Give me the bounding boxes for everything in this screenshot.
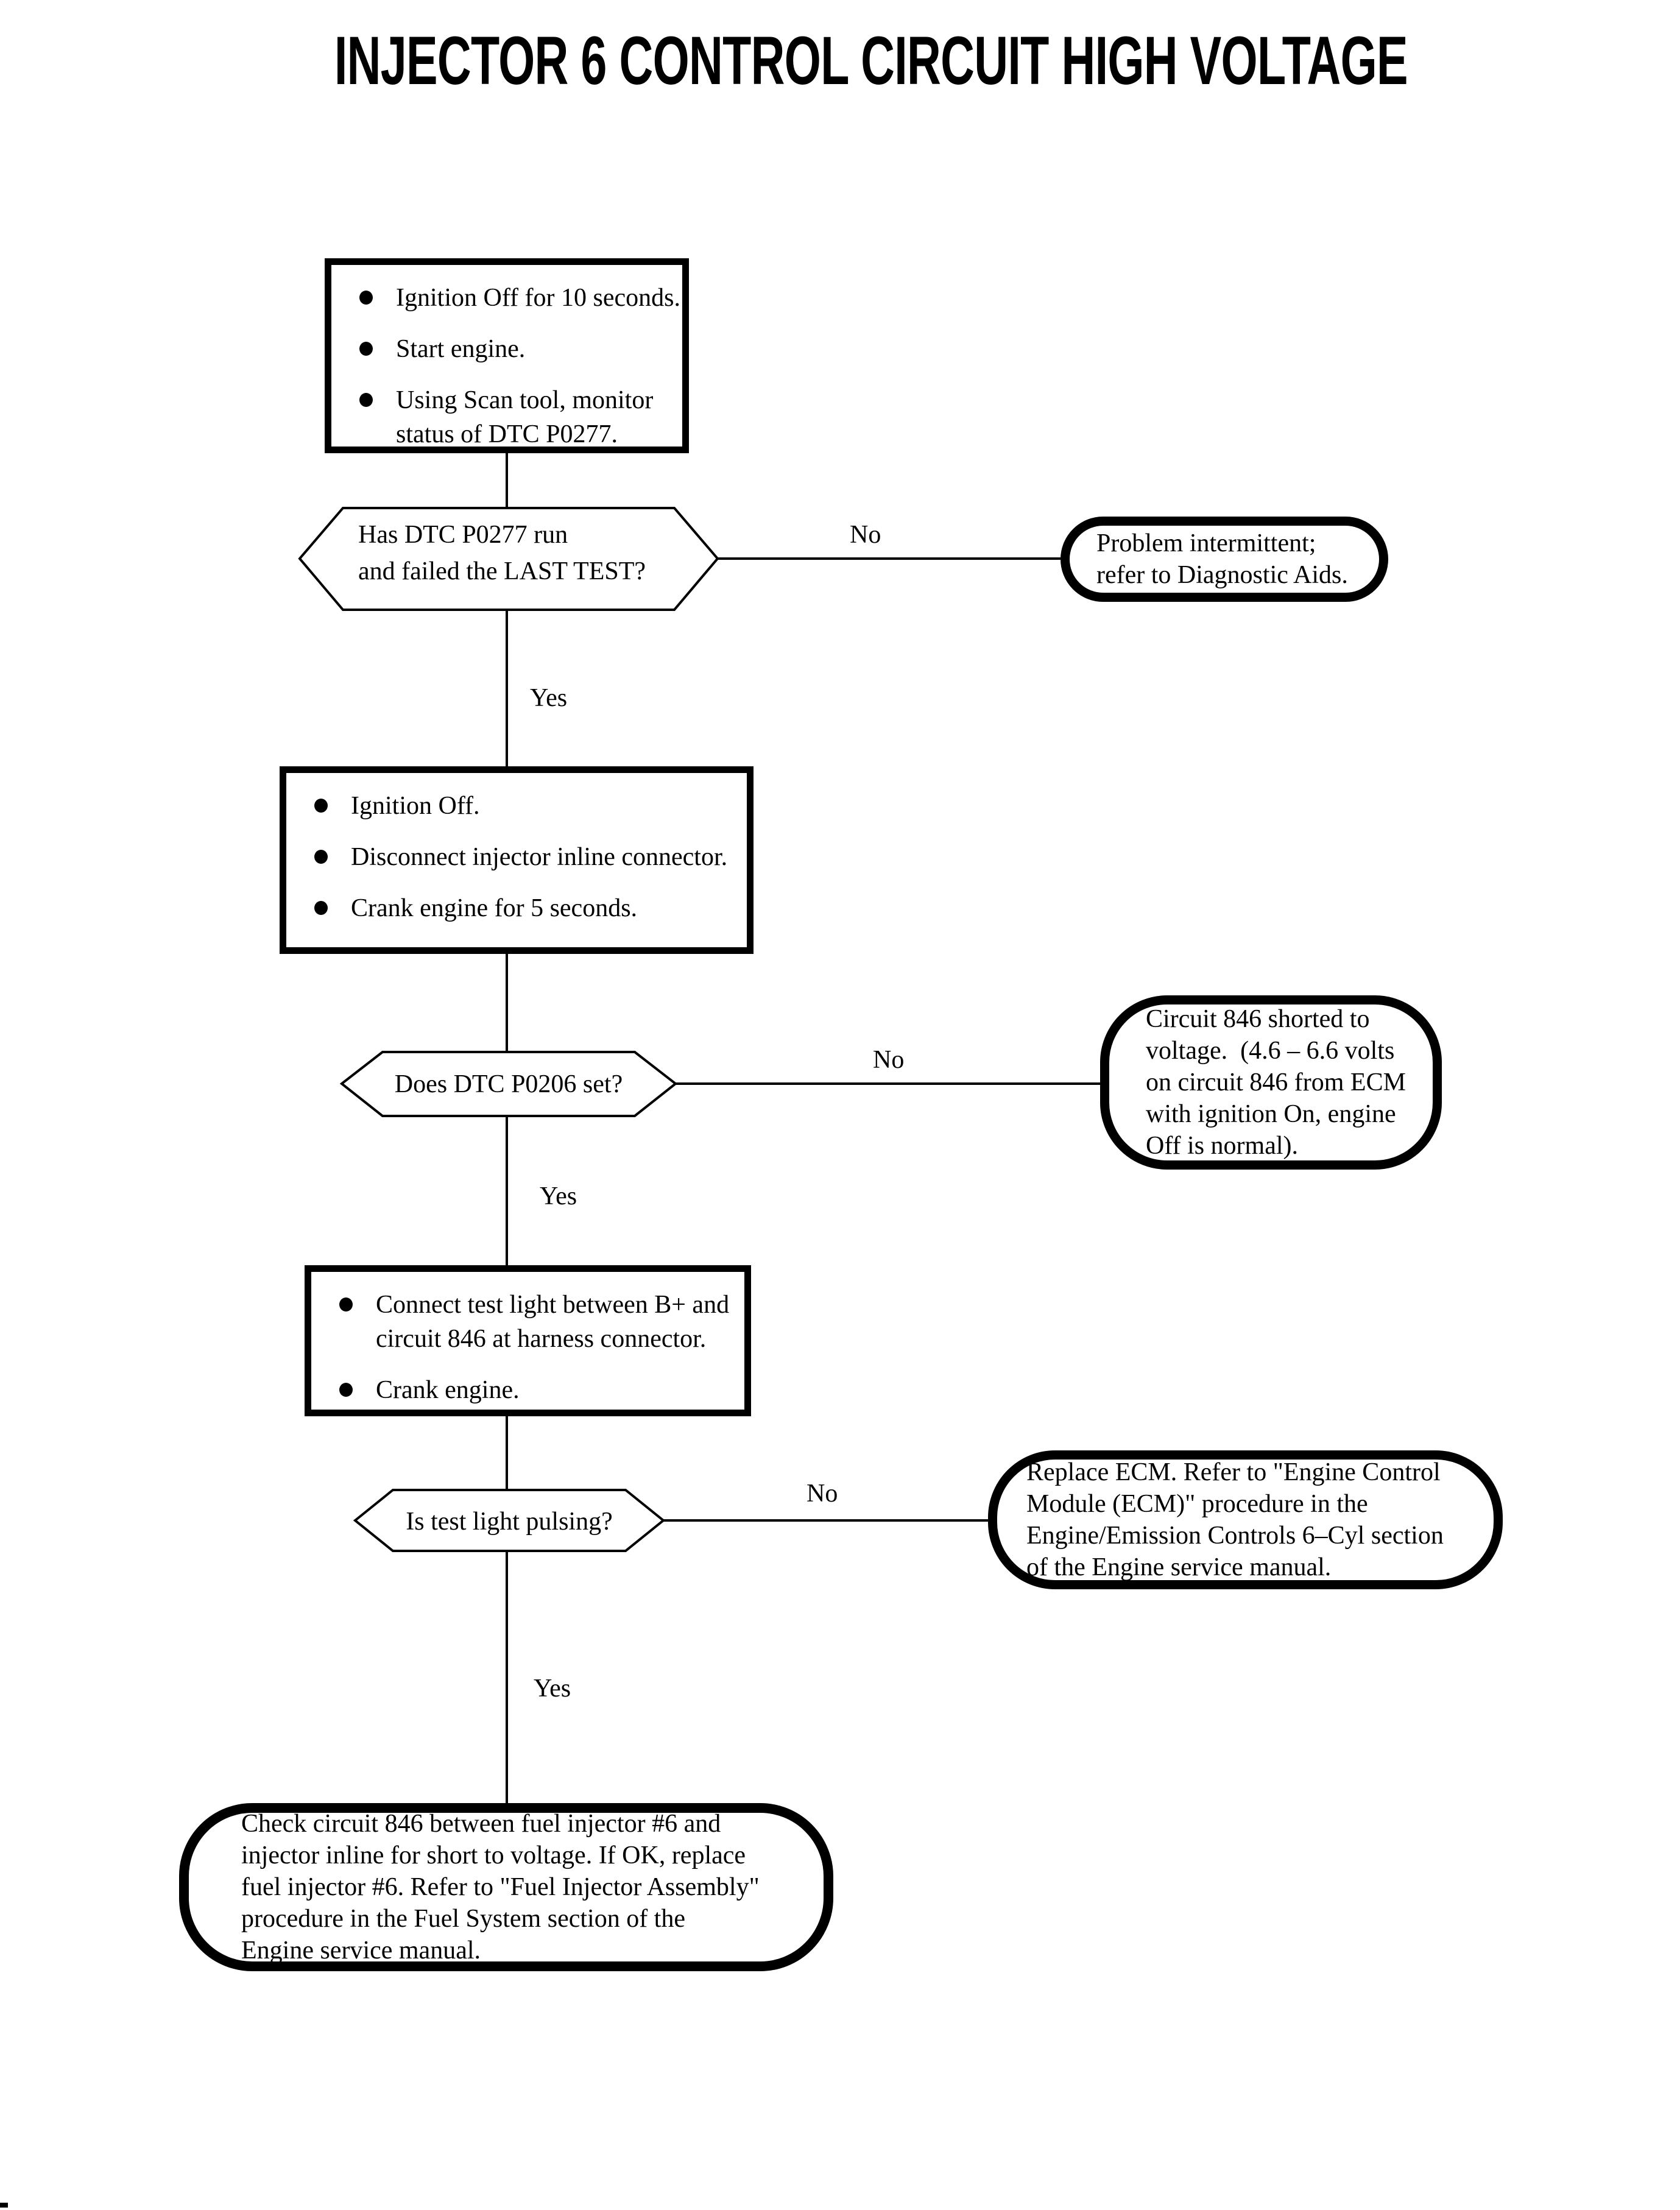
text-line: status of DTC P0277.: [396, 420, 618, 448]
bullet-item: [339, 1288, 744, 1356]
text-line: Start engine.: [396, 335, 526, 363]
bullet-icon: [314, 901, 328, 915]
text-line: Is test light pulsing?: [406, 1508, 613, 1536]
terminal-replace-ecm: [988, 1450, 1503, 1589]
text-line: Disconnect injector inline connector.: [351, 843, 728, 871]
no-label-3: No: [806, 1480, 838, 1508]
text-line: Does DTC P0206 set?: [394, 1070, 623, 1098]
page-title-text: INJECTOR 6 CONTROL CIRCUIT HIGH VOLTAGE: [334, 23, 1408, 99]
bullet-icon: [339, 1383, 353, 1397]
bullet-text: [351, 840, 727, 874]
yes-label-3: Yes: [534, 1675, 571, 1703]
text-line: procedure in the Fuel System section of the: [241, 1905, 685, 1933]
text-line: Ignition Off for 10 seconds.: [396, 284, 680, 312]
terminal-problem-intermittent-text: [1096, 528, 1379, 591]
bullet-item: [314, 840, 747, 874]
text-line: Engine/Emission Controls 6–Cyl section: [1026, 1522, 1444, 1550]
bullet-icon: [314, 850, 328, 864]
bullet-item: [314, 891, 747, 925]
yes-label-2: Yes: [540, 1182, 577, 1210]
text-line: injector inline for short to voltage. If OK, replace: [241, 1841, 746, 1869]
bullet-text: [396, 383, 653, 451]
decision-2-text: [342, 1066, 676, 1103]
bullet-icon: [359, 393, 373, 407]
text-line: Check circuit 846 between fuel injector #6 and: [241, 1810, 721, 1838]
text-line: of the Engine service manual.: [1026, 1553, 1332, 1581]
text-line: Engine service manual.: [241, 1936, 481, 1965]
text-line: refer to Diagnostic Aids.: [1096, 561, 1348, 589]
text-line: Replace ECM. Refer to "Engine Control: [1026, 1458, 1441, 1486]
text-line: Module (ECM)" procedure in the: [1026, 1490, 1368, 1518]
text-line: Circuit 846 shorted to: [1146, 1005, 1370, 1033]
step-box-2-bullets: [286, 773, 747, 925]
step-box-1: [325, 258, 689, 453]
step-box-3-bullets: [311, 1272, 744, 1407]
bullet-text: [351, 891, 637, 925]
no-label-1: No: [850, 521, 881, 549]
text-line: circuit 846 at harness connector.: [376, 1325, 707, 1353]
terminal-replace-ecm-text: [1026, 1456, 1494, 1583]
terminal-problem-intermittent: [1061, 517, 1388, 602]
bullet-item: [359, 383, 682, 451]
text-line: Ignition Off.: [351, 792, 480, 820]
text-line: and failed the LAST TEST?: [358, 557, 646, 585]
decision-3-text: [355, 1503, 663, 1540]
bullet-text: [376, 1373, 520, 1407]
text-line: fuel injector #6. Refer to "Fuel Injector Assembly": [241, 1873, 760, 1901]
terminal-circuit-846-shorted-text: [1146, 1003, 1433, 1162]
bullet-icon: [314, 799, 328, 813]
step-box-1-bullets: [331, 265, 682, 451]
bullet-icon: [359, 342, 373, 356]
step-box-2: [280, 766, 754, 954]
yes-label-1: Yes: [530, 684, 568, 712]
bullet-item: [359, 332, 682, 366]
text-line: Off is normal).: [1146, 1132, 1299, 1160]
decision-1-text: [358, 517, 646, 590]
text-line: Connect test light between B+ and: [376, 1291, 730, 1319]
terminal-circuit-846-shorted: [1100, 995, 1442, 1170]
bullet-text: [396, 332, 525, 366]
bullet-item: [339, 1373, 744, 1407]
text-line: with ignition On, engine: [1146, 1100, 1396, 1128]
bullet-item: [359, 281, 682, 315]
bullet-text: [376, 1288, 729, 1356]
text-line: voltage. (4.6 – 6.6 volts: [1146, 1037, 1395, 1065]
text-line: Problem intermittent;: [1096, 529, 1316, 557]
step-box-3: [305, 1265, 751, 1416]
text-line: Crank engine for 5 seconds.: [351, 894, 638, 922]
text-line: Has DTC P0277 run: [358, 521, 568, 549]
scan-artifact: [0, 2203, 8, 2208]
no-label-2: No: [873, 1046, 905, 1074]
text-line: Using Scan tool, monitor: [396, 386, 654, 414]
text-line: Crank engine.: [376, 1376, 520, 1404]
bullet-icon: [359, 291, 373, 305]
terminal-check-circuit-846-text: [241, 1808, 824, 1966]
bullet-text: [396, 281, 680, 315]
bullet-item: [314, 789, 747, 823]
bullet-icon: [339, 1297, 353, 1312]
bullet-text: [351, 789, 480, 823]
terminal-check-circuit-846: [179, 1803, 833, 1971]
text-line: on circuit 846 from ECM: [1146, 1068, 1406, 1096]
